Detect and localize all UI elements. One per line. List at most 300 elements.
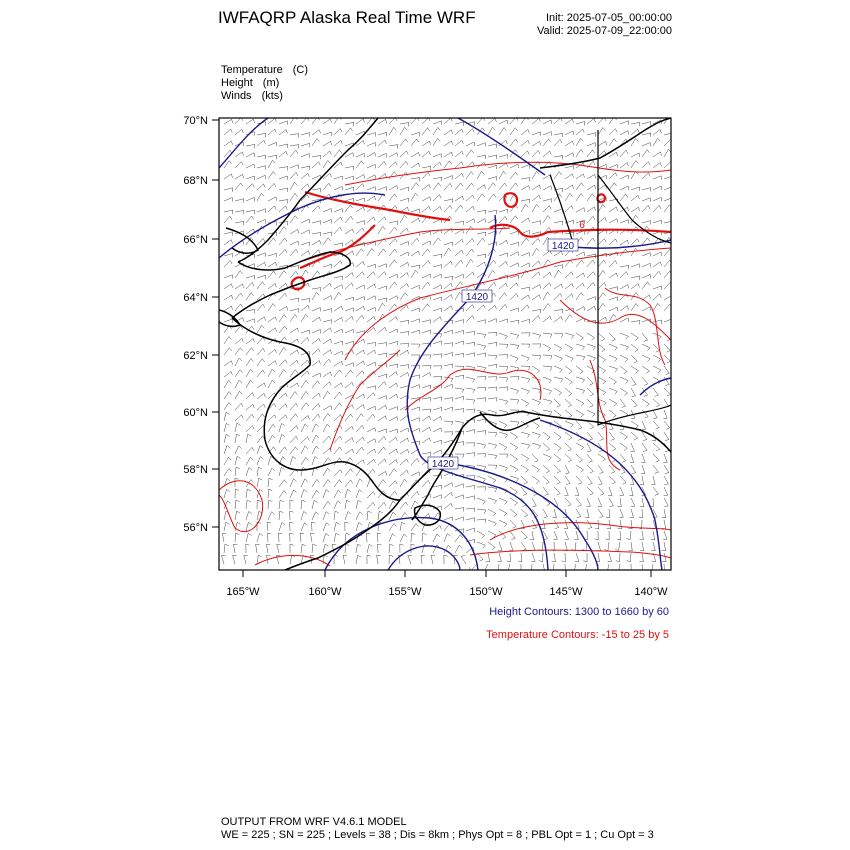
wind-barb [378, 436, 386, 443]
wind-barb [422, 320, 431, 324]
wind-barb [224, 254, 233, 258]
wind-barb [554, 377, 563, 383]
wind-barb [356, 249, 364, 256]
wind-barb [411, 355, 420, 359]
wind-barb [609, 421, 613, 430]
wind-barb [433, 485, 442, 489]
wind-barb [323, 283, 331, 289]
wind-barb [323, 183, 331, 190]
wind-barb [466, 377, 475, 383]
wind-barb [609, 165, 618, 169]
wind-barb [233, 555, 237, 564]
wind-barb [507, 553, 511, 562]
wind-barb [312, 500, 318, 509]
lat-label: 60°N [183, 407, 208, 419]
model-info: OUTPUT FROM WRF V4.6.1 MODEL [221, 816, 407, 828]
wind-barb [378, 382, 386, 388]
wind-barb [279, 491, 286, 499]
wind-barb [422, 241, 431, 245]
wind-barb [224, 198, 233, 202]
wind-barb [224, 412, 230, 421]
wind-barb [257, 166, 266, 170]
wind-barb [609, 239, 617, 245]
wind-barb [532, 333, 541, 339]
wind-barb [565, 344, 573, 351]
wind-barb [466, 150, 474, 157]
wind-barb [510, 128, 518, 135]
wind-barb [433, 534, 440, 542]
wind-barb [543, 476, 549, 484]
wind-barb [598, 260, 606, 267]
wind-barb [290, 414, 298, 421]
wind-barb [356, 405, 364, 410]
wind-barb [609, 355, 617, 362]
wind-barb [433, 162, 441, 168]
wind-barb [563, 542, 567, 551]
wind-barb [642, 443, 647, 452]
wind-barb [631, 388, 636, 397]
wind-barb [290, 500, 294, 509]
wind-barb [279, 423, 285, 432]
wind-barb [510, 465, 518, 472]
temperature-label: 6 [579, 220, 585, 231]
wind-barb [444, 183, 452, 190]
wind-barb [257, 253, 266, 257]
wind-barb [334, 217, 342, 223]
wind-barb [334, 276, 343, 280]
wind-barb [488, 155, 497, 159]
wind-barb [466, 342, 475, 346]
wind-barb [543, 206, 551, 212]
wind-barb [553, 509, 557, 518]
wind-barb [389, 296, 398, 300]
wind-barb [235, 511, 240, 520]
wind-barb [499, 155, 508, 159]
wind-barb [587, 388, 594, 396]
wind-barb [554, 284, 563, 289]
wind-barb [257, 193, 264, 201]
wind-barb [631, 171, 638, 179]
wind-barb [499, 293, 507, 300]
wind-barb [554, 309, 563, 313]
wind-barb [554, 432, 561, 440]
wind-barb [356, 297, 365, 301]
wind-barb [422, 372, 431, 377]
wind-barb [664, 432, 669, 441]
wind-barb [576, 283, 584, 289]
wind-barb [224, 457, 231, 465]
wind-barb [290, 383, 299, 388]
wind-barb [367, 449, 376, 454]
wind-barb [290, 360, 298, 366]
wind-barb [642, 221, 651, 225]
wind-barb [367, 264, 376, 268]
wind-barb [521, 333, 530, 337]
wind-barb [498, 553, 502, 562]
wind-barb [323, 391, 330, 399]
wind-barb [246, 468, 252, 477]
wind-barb [400, 416, 408, 422]
wind-barb [356, 425, 364, 432]
wind-barb [334, 501, 341, 509]
wind-barb [488, 127, 495, 135]
wind-barb [543, 366, 552, 371]
wind-barb [378, 303, 385, 311]
wind-barb [488, 270, 495, 278]
wind-barb [455, 239, 463, 245]
lon-label: 165°W [226, 586, 260, 598]
wind-barb [279, 533, 283, 542]
wind-barb [521, 186, 530, 191]
wind-barb [509, 542, 513, 551]
wind-barb [565, 421, 573, 428]
wind-barb [565, 131, 574, 135]
wind-barb [598, 128, 605, 136]
wind-barb [378, 343, 387, 347]
wind-barb [565, 399, 572, 407]
wind-barb [345, 438, 353, 443]
model-config: WE = 225 ; SN = 225 ; Levels = 38 ; Dis = 8km ; Phys Opt = 8 ; PBL Opt = 1 ; Cu Opt = 3 [221, 829, 654, 841]
wind-barb [653, 294, 661, 300]
wind-barb [312, 162, 320, 168]
wind-barb [565, 355, 573, 362]
wind-barb [629, 487, 633, 496]
wind-barb [422, 141, 431, 146]
wind-barb [411, 163, 420, 168]
wind-barb [356, 175, 365, 180]
wind-barb [641, 465, 645, 474]
wind-barb [444, 483, 453, 487]
wind-barb [510, 183, 518, 190]
wind-barb [455, 545, 462, 553]
wind-barb [400, 331, 409, 335]
wind-barb [521, 238, 529, 245]
wind-barb [433, 138, 440, 146]
wind-barb [411, 418, 420, 422]
wind-barb [378, 249, 386, 256]
wind-barb [517, 564, 521, 573]
wind-barb [422, 330, 431, 334]
wind-barb [532, 295, 541, 300]
wind-barb [367, 386, 376, 390]
wind-barb [224, 261, 232, 268]
wind-barb [642, 263, 651, 267]
wind-barb [422, 398, 431, 402]
wind-barb [488, 194, 496, 201]
wind-barb [554, 399, 561, 407]
wind-barb [486, 553, 490, 562]
wind-barb [543, 199, 552, 203]
lat-label: 58°N [183, 464, 208, 476]
wind-barb [224, 240, 233, 245]
wind-barb [257, 383, 266, 388]
wind-barb [642, 377, 648, 385]
wind-barb [543, 186, 552, 190]
wind-barb [455, 205, 463, 212]
wind-barb [235, 500, 239, 509]
wind-barb [224, 380, 231, 388]
wind-barb [444, 276, 453, 280]
wind-barb [290, 216, 298, 223]
wind-barb [477, 143, 486, 147]
wind-barb [389, 249, 397, 256]
wind-barb [631, 443, 635, 452]
wind-barb [367, 469, 375, 476]
wind-barb [639, 553, 643, 562]
wind-barb [389, 329, 398, 333]
wind-barb [389, 460, 397, 465]
wind-barb [312, 512, 319, 520]
wind-barb [246, 119, 255, 124]
wind-barb [400, 293, 408, 300]
lon-label: 145°W [549, 586, 583, 598]
wind-barb [594, 531, 598, 540]
wind-barb [301, 500, 306, 509]
wind-barb [466, 518, 475, 522]
wind-barb [378, 502, 386, 509]
wind-barb [554, 118, 562, 124]
lat-label: 68°N [183, 175, 208, 187]
wind-barb [411, 183, 419, 190]
wind-barb [268, 262, 277, 267]
wind-barb [576, 399, 584, 406]
wind-barb [642, 188, 651, 192]
field-unit: (kts) [261, 90, 283, 102]
wind-barb [279, 144, 288, 148]
wind-barb [433, 154, 442, 158]
wind-barb [521, 443, 530, 449]
wind-barb [444, 517, 453, 521]
wind-barb [323, 238, 331, 245]
wind-barb [598, 355, 606, 362]
wind-barb [521, 319, 530, 323]
wind-barb [609, 219, 618, 223]
wind-barb [257, 337, 265, 344]
wind-barb [466, 453, 475, 457]
wind-barb [422, 261, 430, 267]
wind-barb [631, 465, 636, 474]
wind-barb [620, 355, 628, 362]
wind-barb [433, 238, 441, 245]
wind-barb [499, 240, 508, 245]
wind-barb [389, 153, 398, 157]
wind-barb [345, 449, 354, 454]
wind-barb [562, 564, 566, 573]
wind-barb [345, 205, 353, 212]
wind-barb [587, 174, 596, 179]
wind-barb [400, 459, 408, 465]
wind-barb [422, 128, 430, 135]
wind-barb [455, 388, 464, 393]
wind-barb [235, 380, 242, 388]
wind-barb [444, 161, 452, 168]
wind-barb [411, 218, 420, 223]
wind-barb [576, 388, 585, 394]
wind-barb [389, 524, 396, 532]
wind-barb [400, 241, 409, 245]
wind-barb [510, 399, 519, 404]
wind-barb [301, 479, 308, 487]
wind-barb [268, 284, 276, 290]
wind-barb [268, 197, 277, 201]
wind-barb [543, 443, 550, 451]
coastline-beaufort [540, 118, 671, 168]
wind-barb [532, 476, 539, 484]
wind-barb [268, 317, 277, 322]
wind-barb [301, 467, 306, 476]
wind-barb [246, 319, 255, 323]
wind-barb [433, 366, 442, 370]
wind-barb [279, 271, 286, 279]
wind-barb [663, 410, 667, 419]
wind-barb [400, 198, 409, 202]
wind-barb [400, 273, 408, 279]
wind-barb [323, 490, 329, 498]
wind-barb [477, 171, 484, 179]
wind-barb [532, 195, 540, 201]
wind-barb [554, 465, 561, 473]
wind-barb [615, 564, 620, 573]
wind-barb [587, 355, 596, 361]
lat-label: 66°N [183, 234, 208, 246]
wind-barb [604, 542, 609, 551]
wind-barb [323, 264, 332, 268]
wind-barb [367, 350, 376, 355]
wind-barb [356, 119, 364, 124]
wind-barb [389, 417, 398, 421]
wind-barb [532, 261, 540, 267]
wind-barb [521, 366, 530, 370]
wind-barb [356, 184, 364, 190]
wind-barb [323, 436, 331, 443]
wind-barb [663, 531, 667, 540]
wind-barb [587, 498, 591, 507]
wind-barb [334, 447, 342, 454]
wind-barb [301, 133, 310, 137]
wind-barb [455, 140, 463, 146]
wind-barb [301, 314, 308, 322]
wind-barb [565, 174, 574, 179]
wind-barb [631, 264, 640, 268]
wind-barb [609, 410, 616, 418]
wind-barb [334, 490, 341, 498]
temperature-contour [300, 225, 375, 268]
wind-barb [554, 133, 563, 137]
wind-barb [488, 177, 497, 181]
wind-barb [334, 480, 342, 487]
wind-barb [466, 206, 474, 212]
wind-barb [651, 476, 655, 485]
wind-barb [367, 439, 376, 443]
wind-barb [576, 421, 582, 429]
wind-barb [367, 406, 376, 410]
wind-barb [576, 377, 585, 383]
wind-barb [268, 253, 277, 257]
wind-barb [400, 534, 407, 542]
wind-barb [466, 366, 475, 371]
wind-barb [620, 344, 629, 350]
field-unit: (C) [292, 64, 309, 76]
wind-barb [301, 523, 308, 531]
wind-barb [444, 141, 453, 146]
wind-barb [532, 465, 540, 472]
wind-barb [620, 175, 629, 179]
wind-barb [323, 328, 332, 333]
wind-barb [290, 165, 299, 169]
wind-barb [312, 393, 320, 399]
wind-barb [499, 319, 508, 323]
wind-barb [433, 495, 442, 499]
wind-barb [334, 140, 342, 146]
wind-barb [598, 432, 604, 440]
wind-barb [290, 241, 299, 245]
wind-barb [653, 421, 659, 429]
wind-barb [455, 421, 464, 426]
wind-barb [587, 133, 596, 137]
wind-barb [532, 355, 541, 359]
wind-barb [631, 344, 638, 352]
wind-barb [268, 500, 272, 509]
wind-barb [499, 344, 508, 348]
wind-barb [411, 491, 419, 498]
wind-barb [488, 305, 496, 311]
wind-barb [312, 544, 317, 553]
wind-barb [310, 533, 314, 542]
wind-barb [257, 457, 263, 465]
wind-barb [444, 440, 453, 444]
wind-barb [510, 509, 517, 517]
wind-barb [521, 165, 530, 169]
wind-barb [235, 403, 243, 410]
wind-barb [510, 216, 518, 223]
temperature-contours-note: Temperature Contours: -15 to 25 by 5 [486, 629, 669, 641]
wind-barb [422, 118, 430, 124]
wind-barb [642, 344, 650, 351]
wind-barb [444, 152, 453, 157]
wind-barb [246, 338, 254, 344]
wind-barb [532, 221, 541, 225]
wind-barb [587, 143, 596, 147]
wind-barb [422, 514, 430, 520]
wind-barb [400, 544, 404, 553]
wind-barb [631, 195, 639, 201]
wind-barb [466, 429, 475, 433]
wind-barb [617, 498, 621, 507]
wind-barb [389, 186, 398, 190]
wind-barb [620, 366, 627, 374]
wind-barb [279, 293, 287, 300]
wind-barb [334, 403, 342, 410]
wind-barb [246, 216, 254, 223]
wind-barb [378, 353, 387, 357]
wind-barb [444, 492, 452, 498]
wind-barb [222, 555, 226, 564]
wind-barb [444, 248, 451, 256]
wind-barb [224, 119, 233, 124]
wind-barb [433, 317, 441, 322]
wind-barb [521, 355, 529, 361]
wind-barb [367, 555, 371, 564]
wind-barb [587, 399, 593, 407]
wind-barb [455, 409, 464, 413]
wind-barb [235, 370, 243, 377]
wind-barb [235, 174, 244, 179]
wind-barb [389, 394, 398, 399]
wind-barb [455, 508, 464, 512]
wind-barb [246, 210, 255, 214]
field-name: Height [221, 77, 253, 89]
wind-barb [631, 138, 638, 146]
